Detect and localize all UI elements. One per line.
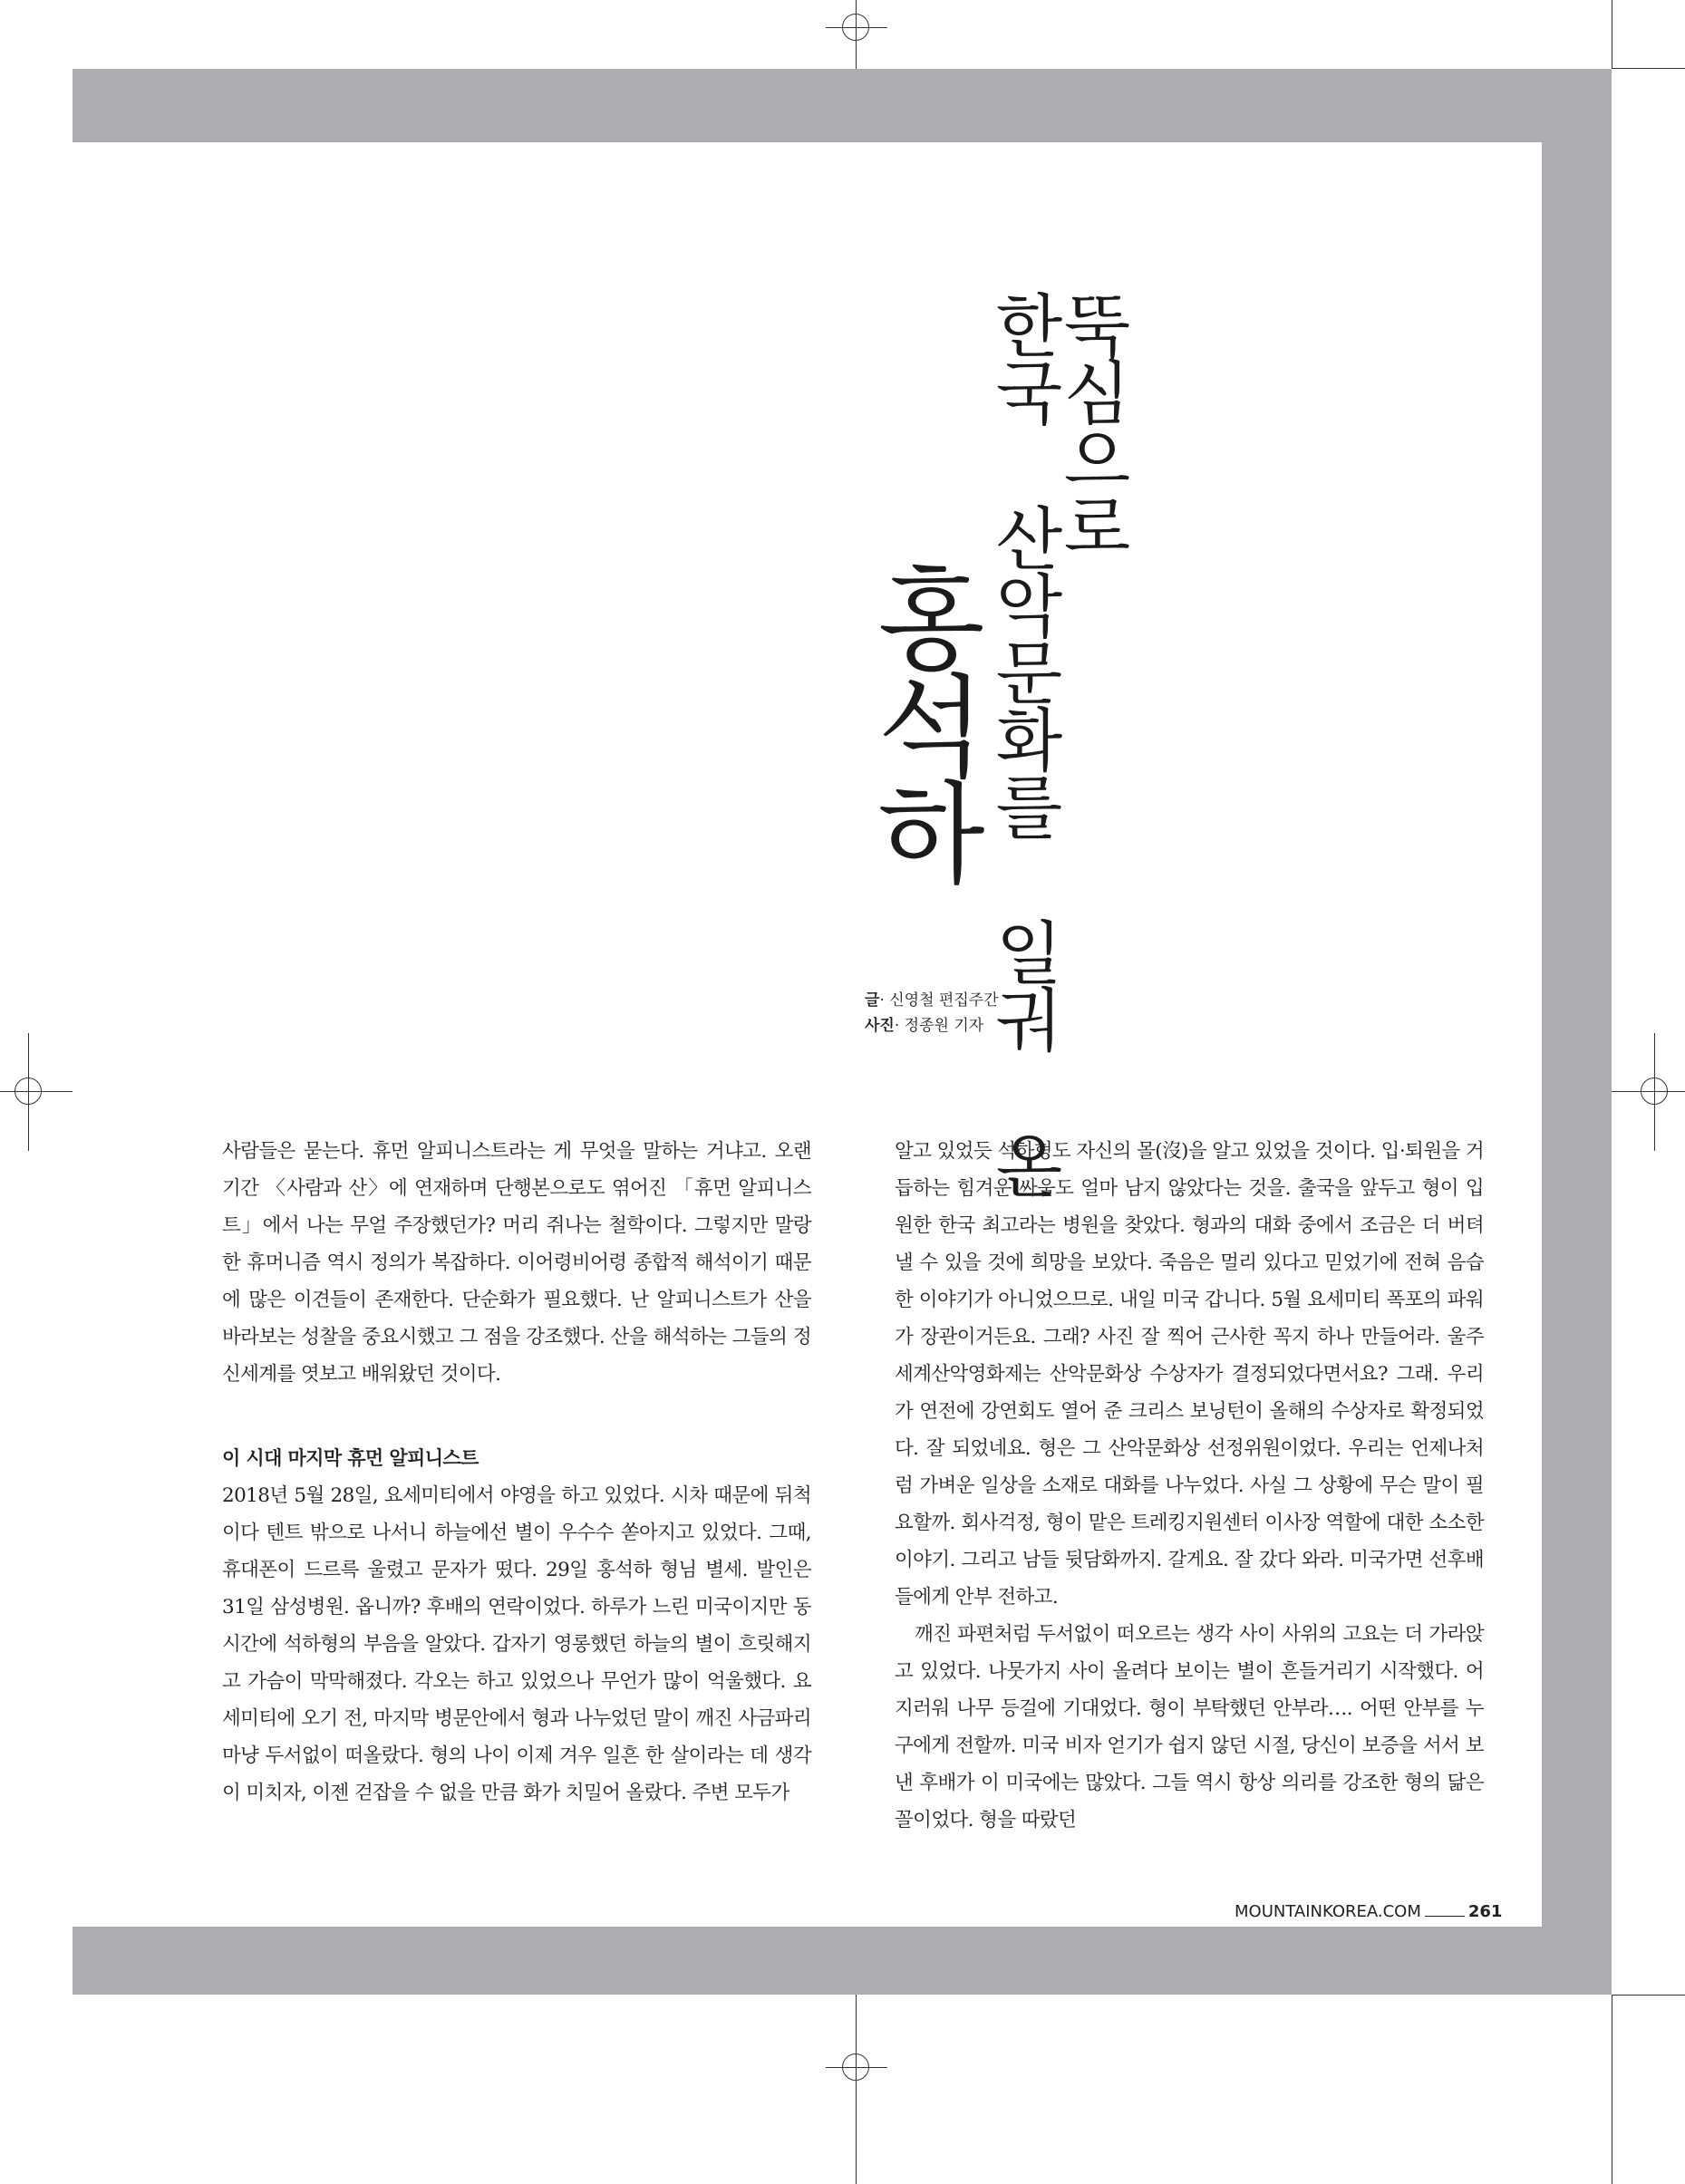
body-column-right: [895, 1133, 1484, 1839]
section-subhead: 이 시대 마지막 휴먼 알피니스트: [222, 1447, 479, 1469]
page-footer: [1235, 1902, 1502, 1921]
right-gray-band: [1542, 69, 1612, 1995]
crop-mark-top-right: [1612, 0, 1685, 69]
title-name: 홍석하: [857, 562, 986, 883]
title-line-2: 한국 산악문화를 일궈 온: [983, 290, 1064, 1197]
page-number: 261: [1467, 1902, 1503, 1921]
writer-label: 글: [865, 991, 880, 1010]
top-gray-band: [73, 69, 1612, 142]
body-paragraph: 2018년 5월 28일, 요세미티에서 야영을 하고 있었다. 시차 때문에 뒤척이다 텐트 밖으로 나서니 하늘에선 별이 우수수 쏟아지고 있었다. 그때, 휴대폰이 드르륵 울렸고 문자가 떴다. 29일 홍석하 형님 별세. 발인은 31일 삼성병원. 옵니까? 후배의 연락이었다. 하루가 느린 미국이지만 동시간에 석하형의 부음을 알았다. 갑자기 영롱했던 하늘의 별이 흐릿해지고 가슴이 막막해졌다. 각오는 하고 있었으나 무언가 많이 억울했다. 요세미티에 오기 전, 마지막 병문안에서 형과 나누었던 말이 깨진 사금파리마냥 두서없이 떠올랐다. 형의 나이 이제 겨우 일흔 한 살이라는 데 생각이 미치자, 이젠 걷잡을 수 없을 만큼 화가 치밀어 올랐다. 주변 모두가: [222, 1484, 811, 1804]
body-column-left: [222, 1133, 811, 1812]
registration-mark-left: [0, 1015, 73, 1160]
bottom-gray-band: [73, 1927, 1612, 1995]
writer-name: · 신영철 편집주간: [879, 991, 999, 1010]
writer-credit: [865, 988, 999, 1013]
photographer-name: · 정종원 기자: [894, 1017, 984, 1035]
photo-label: 사진: [865, 1017, 895, 1035]
registration-mark-right: [1612, 1015, 1685, 1160]
body-paragraph: 알고 있었듯 석하형도 자신의 몰(沒)을 알고 있었을 것이다. 입·퇴원을 거듭하는 힘겨운 싸움도 얼마 남지 않았다는 것을. 출국을 앞두고 형이 입원한 한국 최고라는 병원을 찾았다. 형과의 대화 중에서 조금은 더 버텨낼 수 있을 것에 희망을 보았다. 죽음은 멀리 있다고 믿었기에 전혀 음습한 이야기가 아니었으므로. 내일 미국 갑니다. 5월 요세미티 폭포의 파워가 장관이거든요. 그래? 사진 잘 찍어 근사한 꼭지 하나 만들어라. 울주세계산악영화제는 산악문화상 수상자가 결정되었다면서요? 그래. 우리가 연전에 강연회도 열어 준 크리스 보닝턴이 올해의 수상자로 확정되었다. 잘 되었네요. 형은 그 산악문화상 선정위원이었다. 우리는 언제나처럼 가벼운 일상을 소재로 대화를 나누었다. 사실 그 상황에 무슨 말이 필요할까. 회사걱정, 형이 맡은 트레킹지원센터 이사장 역할에 대한 소소한 이야기. 그리고 남들 뒷담화까지. 갈게요. 잘 갔다 와라. 미국가면 선후배들에게 안부 전하고.: [895, 1140, 1484, 1609]
byline: [865, 988, 999, 1039]
photo-credit: [865, 1013, 999, 1039]
site-url: MOUNTAINKOREA.COM: [1235, 1902, 1421, 1921]
crop-mark-bottom-right: [1612, 1995, 1685, 2184]
footer-rule: [1425, 1915, 1465, 1917]
registration-mark-top: [820, 0, 893, 69]
body-paragraph: 깨진 파편처럼 두서없이 떠오르는 생각 사이 사위의 고요는 더 가라앉고 있었다. 나뭇가지 사이 올려다 보이는 별이 흔들거리기 시작했다. 어지러워 나무 등걸에 기대었다. 형이 부탁했던 안부라…. 어떤 안부를 누구에게 전할까. 미국 비자 얻기가 쉽지 않던 시절, 당신이 보증을 서서 보낸 후배가 이 미국에는 많았다. 그들 역시 항상 의리를 강조한 형의 닮은꼴이었다. 형을 따랐던: [895, 1623, 1484, 1831]
intro-paragraph: 사람들은 묻는다. 휴먼 알피니스트라는 게 무엇을 말하는 거냐고. 오랜 기간 〈사람과 산〉에 연재하며 단행본으로도 엮어진 「휴먼 알피니스트」에서 나는 무얼 주장했던가? 머리 쥐나는 철학이다. 그렇지만 말랑한 휴머니즘 역시 정의가 복잡하다. 이어령비어령 종합적 해석이기 때문에 많은 이견들이 존재한다. 단순화가 필요했다. 난 알피니스트가 산을 바라보는 성찰을 중요시했고 그 점을 강조했다. 산을 해석하는 그들의 정신세계를 엿보고 배워왔던 것이다.: [222, 1140, 811, 1386]
registration-mark-bottom: [820, 1995, 893, 2184]
title-line-1: 뚝심으로: [1051, 290, 1132, 558]
